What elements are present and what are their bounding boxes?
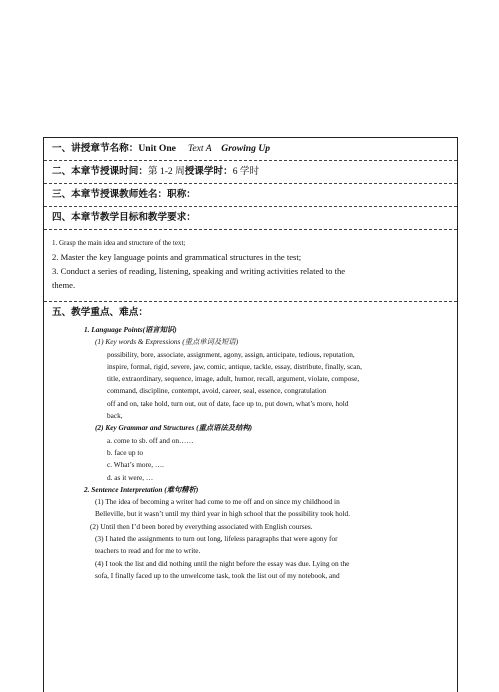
schedule-weeks: 第 1-2 周 bbox=[147, 166, 185, 177]
sentence-item bbox=[52, 558, 451, 583]
lesson-plan-table bbox=[43, 137, 458, 692]
schedule-label: 二、本章节授课时间： bbox=[52, 166, 148, 177]
sentence-item bbox=[52, 496, 451, 521]
grammar-heading: (2) Key Grammar and Structures (重点语法及结构) bbox=[95, 423, 253, 433]
chapter-label: 一、讲授章节名称： bbox=[52, 143, 139, 154]
phrases-line: off and on, take hold, turn out, out of date, face up to, put down, what’s more, hold bbox=[107, 398, 349, 408]
hours-value: 6 学时 bbox=[232, 166, 260, 177]
key-words-line: inspire, formal, rigid, severe, jaw, comic, antique, tackle, essay, distribute, finally, scan, bbox=[107, 361, 362, 371]
key-words-line: title, extraordinary, sequence, image, adult, humor, recall, argument, violate, compose, bbox=[107, 374, 360, 384]
phrases-list bbox=[52, 398, 451, 423]
grammar-item: a. come to sb. off and on…… bbox=[107, 435, 194, 445]
sentence-line: (4) I took the list and did nothing until the night before the essay was due. Lying on the bbox=[95, 558, 350, 568]
grammar-item: b. face up to bbox=[107, 447, 144, 457]
focus-header: 五、教学重点、难点： bbox=[52, 307, 148, 318]
chapter-unit: Unit One bbox=[138, 143, 176, 154]
sentence-item bbox=[52, 521, 451, 533]
goal-item: 2. Master the key language points and grammatical structures in the test; bbox=[52, 252, 302, 262]
teacher-row bbox=[44, 184, 457, 207]
focus-section bbox=[44, 302, 457, 582]
interpretation-heading: 2. Sentence Interpretation (难句精析) bbox=[84, 484, 199, 494]
goal-item: 3. Conduct a series of reading, listening, speaking and writing activities related to the bbox=[52, 266, 346, 276]
grammar-item: d. as it were, … bbox=[107, 472, 154, 482]
key-words-line: command, discipline, contempt, avoid, career, seal, essence, congratulation bbox=[107, 386, 327, 396]
key-words-line: possibility, bore, associate, assignment, agony, assign, anticipate, tedious, reputation, bbox=[107, 349, 355, 359]
sentence-line: sofa, I finally faced up to the unwelcome task, took the list out of my notebook, and bbox=[95, 570, 340, 580]
grammar-item: c. What’s more, …. bbox=[107, 460, 165, 470]
sentence-line: (2) Until then I’d been bored by everything associated with English courses. bbox=[90, 521, 313, 531]
sentence-line: teachers to read and for me to write. bbox=[95, 546, 201, 556]
schedule-row bbox=[44, 161, 457, 184]
chapter-row bbox=[44, 138, 457, 161]
sentence-item bbox=[52, 533, 451, 558]
chapter-title: Growing Up bbox=[221, 143, 271, 154]
goals-header-row bbox=[44, 207, 457, 230]
teacher-label: 三、本章节授课教师姓名：职称： bbox=[52, 189, 196, 200]
key-words-list bbox=[52, 349, 451, 398]
goal-item: theme. bbox=[52, 280, 76, 290]
sentence-line: (3) I hated the assignments to turn out long, lifeless paragraphs that were agony for bbox=[95, 534, 338, 544]
sentence-line: Belleville, but it wasn’t until my third year in high school that the possibility took hold. bbox=[95, 509, 351, 519]
phrases-line: back, bbox=[107, 411, 123, 421]
goals-row bbox=[44, 230, 457, 302]
language-points-heading: 1. Language Points(语言知识) bbox=[84, 325, 177, 334]
sentence-line: (1) The idea of becoming a writer had come to me off and on since my childhood in bbox=[95, 497, 340, 507]
goal-item: 1. Grasp the main idea and structure of the text; bbox=[52, 239, 186, 247]
goals-header: 四、本章节教学目标和教学要求： bbox=[52, 212, 196, 223]
hours-label: 授课学时： bbox=[184, 166, 233, 177]
chapter-text: Text A bbox=[187, 143, 212, 154]
key-words-heading: (1) Key words & Expressions (重点单词及短语) bbox=[95, 337, 239, 347]
